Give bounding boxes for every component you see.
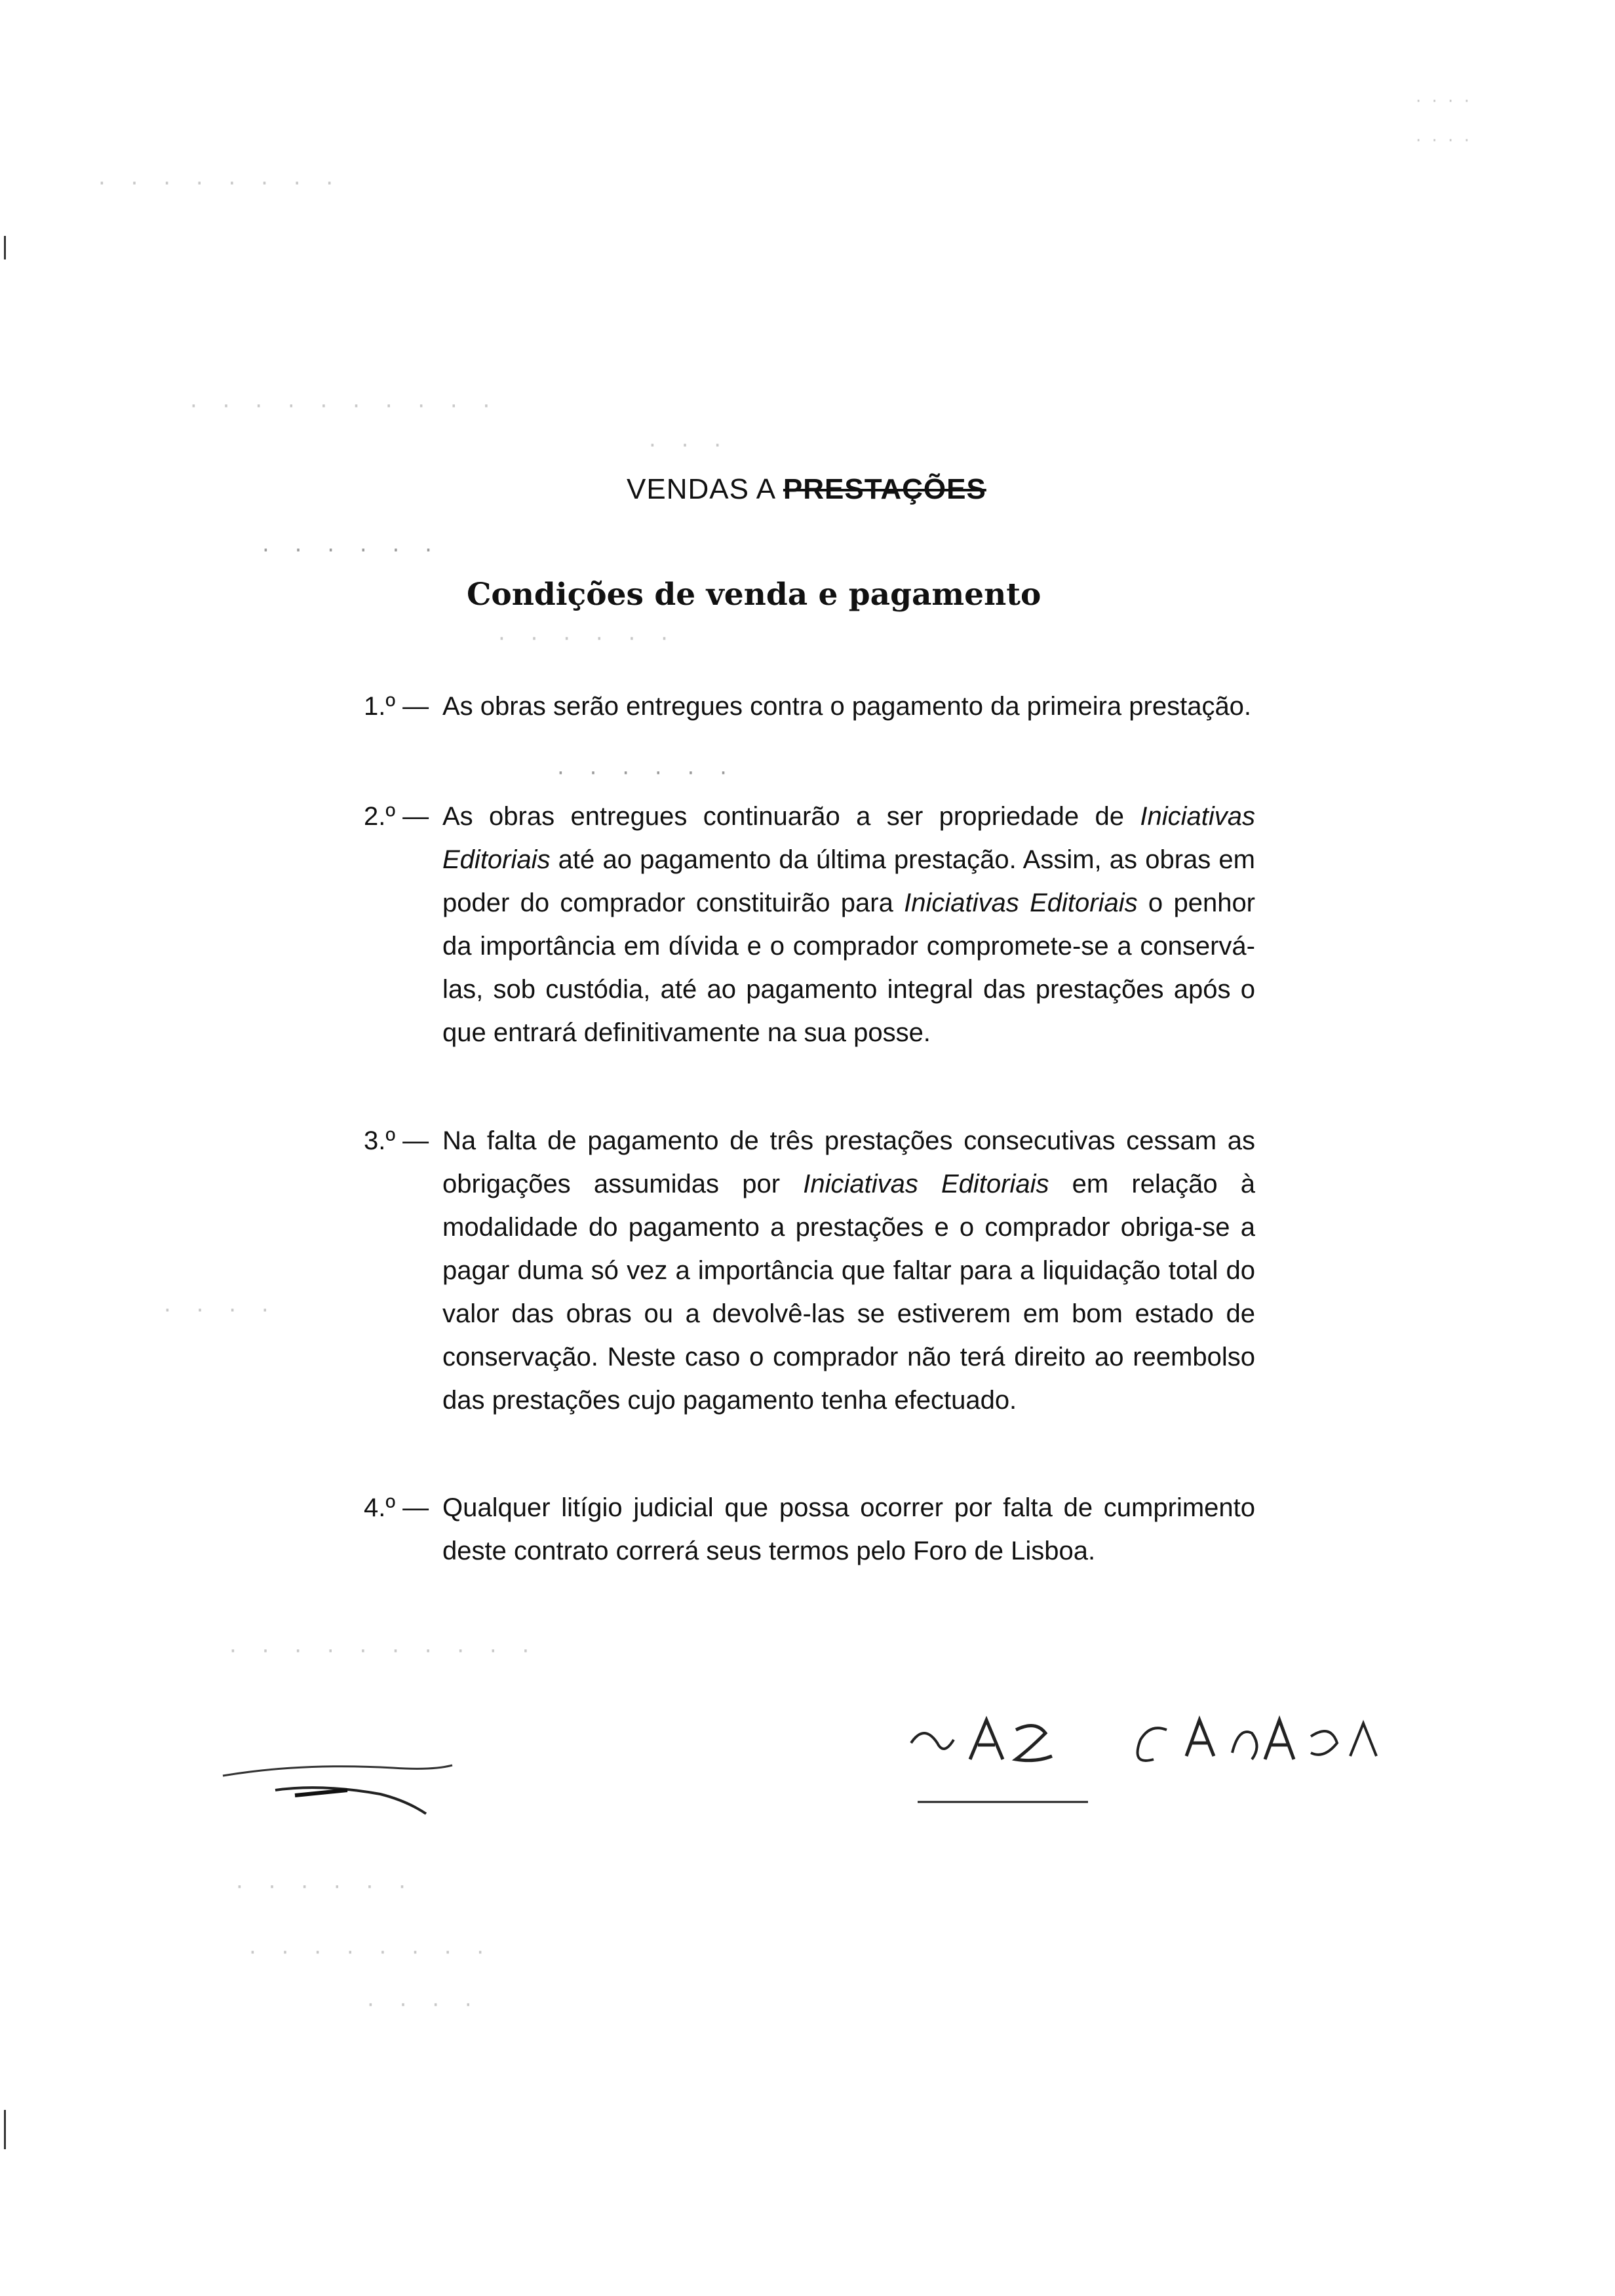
bleed-through-mark: · · · · · ·	[498, 626, 677, 652]
bleed-through-mark: · · ·	[649, 432, 731, 459]
clause-text	[442, 1119, 1255, 1422]
clause-2	[364, 795, 1255, 1054]
clause-text	[442, 685, 1255, 728]
bleed-through-mark: · · · ·	[1416, 92, 1472, 111]
clause-3	[364, 1119, 1255, 1422]
bleed-through-mark: · · · · · ·	[262, 537, 441, 564]
bleed-through-mark: · · · · · ·	[236, 1874, 415, 1900]
bleed-through-mark: · · · ·	[367, 1992, 481, 2018]
clause-number: 3.º —	[364, 1126, 429, 1155]
clause-1	[364, 685, 1255, 728]
bleed-through-mark: · · · · · · · ·	[249, 1940, 494, 1966]
publisher-name: Iniciativas Editoriais	[904, 889, 1138, 917]
bleed-through-mark: · · · · · ·	[557, 760, 736, 786]
publisher-name: Iniciativas Editoriais	[442, 802, 1255, 874]
bleed-through-mark: · · · · · · · ·	[98, 170, 343, 197]
clause-number: 2.º —	[364, 802, 429, 831]
heading-struck-word: PRESTAÇÕES	[783, 473, 986, 505]
bleed-through-mark: · · · ·	[1416, 131, 1472, 151]
document-heading	[627, 473, 986, 506]
edge-mark	[4, 2110, 6, 2149]
bleed-through-mark: · · · ·	[164, 1297, 278, 1324]
pen-flourish	[216, 1750, 518, 1822]
edge-mark	[4, 236, 6, 259]
handwritten-signature	[891, 1697, 1455, 1815]
clause-text-part: As obras entregues continuarão a ser propriedade de	[442, 802, 1140, 831]
clause-number: 4.º —	[364, 1493, 429, 1522]
clause-text	[442, 795, 1255, 1054]
bleed-through-mark: · · · · · · · · · ·	[229, 1638, 539, 1664]
document-subheading: Condições de venda e pagamento	[467, 577, 1041, 613]
clause-text-part: As obras serão entregues contra o pagamento da primeira prestação.	[442, 692, 1252, 721]
clause-text-part: em relação à modalidade do pagamento a prestações e o comprador obriga-se a pagar duma só vez a importância que faltar para a liquidação total do valor das obras ou a devolvê-las se estiverem em bom estado de conservação. Neste caso o comprador não terá direito ao reembolso das prestações cujo pagamento tenha efectuado.	[442, 1170, 1256, 1415]
clause-text-part: o penhor da importância em dívida e o comprador compromete-se a conservá-las, sob custódia, até ao pagamento integral das prestações após o que entrará definitivamente na sua posse.	[442, 889, 1256, 1047]
clause-text-part: até ao pagamento da última prestação. Assim, as obras em poder do comprador constituirão para	[442, 845, 1255, 917]
clause-text-part: Na falta de pagamento de três prestações consecutivas cessam as obrigações assumidas por	[442, 1126, 1255, 1198]
clause-text-part: Qualquer litígio judicial que possa ocorrer por falta de cumprimento deste contrato correrá seus termos pelo Foro de Lisboa.	[442, 1493, 1255, 1565]
clause-text	[442, 1486, 1255, 1573]
publisher-name: Iniciativas Editoriais	[803, 1170, 1049, 1198]
clause-4	[364, 1486, 1255, 1573]
heading-prefix: VENDAS A	[627, 473, 775, 505]
bleed-through-mark: · · · · · · · · · ·	[190, 393, 499, 419]
clause-number: 1.º —	[364, 692, 429, 721]
